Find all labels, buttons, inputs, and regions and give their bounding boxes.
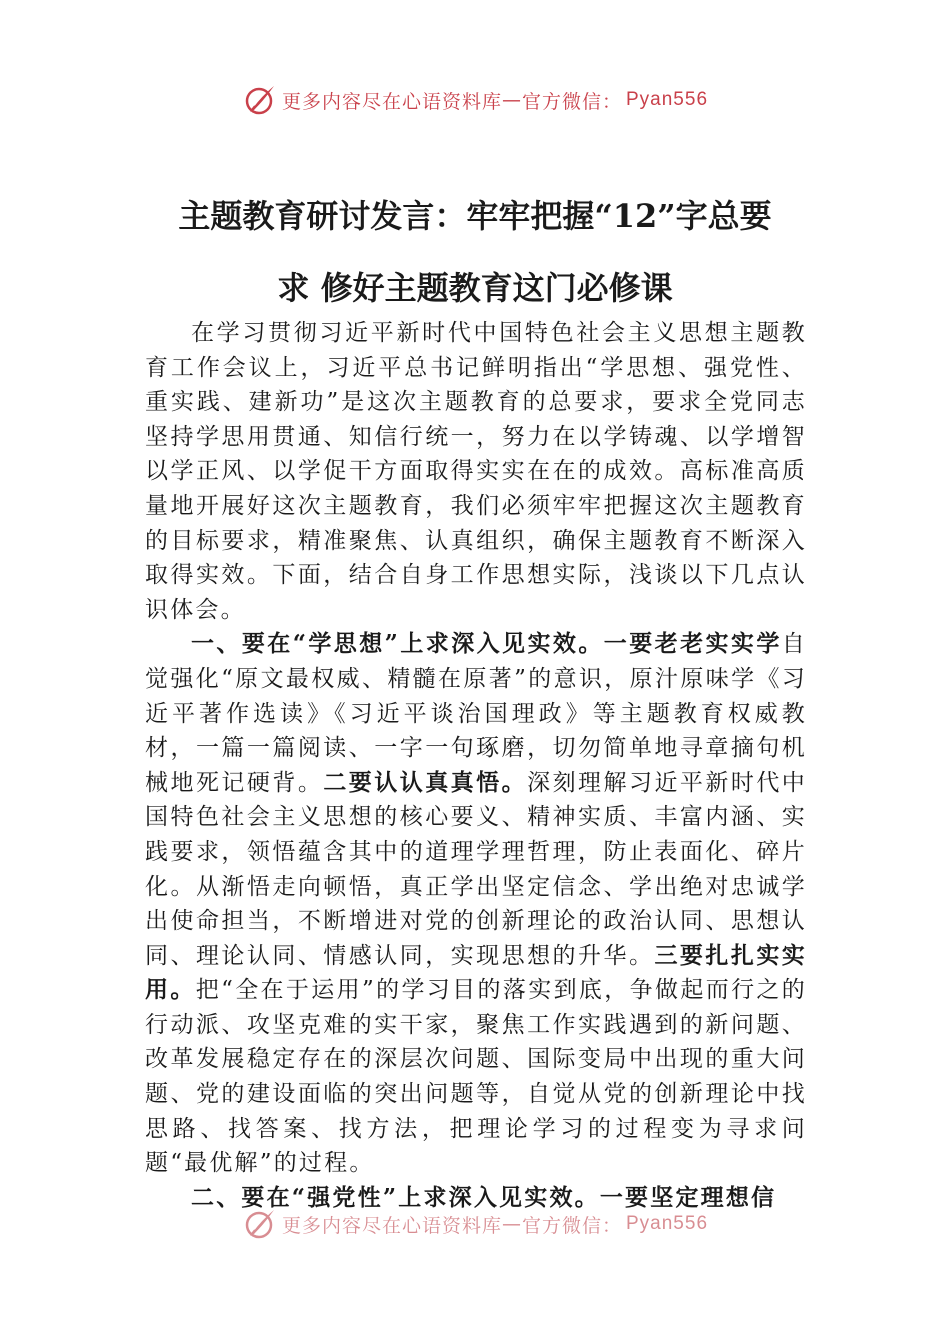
watermark-wechat-id: Pyan556	[626, 89, 709, 110]
watermark-separator: —	[501, 89, 522, 111]
title-line-2: 求 修好主题教育这门必修课	[277, 269, 673, 307]
watermark-wechat-id: Pyan556	[626, 1213, 709, 1234]
watermark-text: 更多内容尽在心语资料库	[281, 90, 502, 113]
point-heading: 二要认认真真悟。	[323, 768, 528, 796]
watermark-text: 更多内容尽在心语资料库	[281, 1214, 502, 1237]
watermark-wechat-label: 官方微信：	[521, 1214, 622, 1237]
paragraph-section-1	[145, 627, 807, 1181]
title-line-1: 主题教育研讨发言：牢牢把握“12”字总要	[178, 197, 772, 235]
point-heading: 一要老老实实学	[603, 630, 782, 658]
watermark-separator: —	[501, 1213, 522, 1235]
text-run: 深刻理解习近平新时代中国特色社会主义思想的核心要义、精神实质、丰富内涵、实践要求，领悟蕴含其中的道理学理哲理，防止表面化、碎片化。从渐悟走向顿悟，真正学出坚定信念、学出绝对忠诚学出使命担当，不断增进对党的创新理论的政治认同、思想认同、理论认同、情感认同，实现思想的升华。	[145, 769, 808, 969]
section-heading: 二、要在“强党性”上求深入见实效。	[191, 1183, 600, 1211]
point-heading: 一要坚定理想信	[599, 1183, 777, 1211]
quill-logo-icon	[242, 82, 278, 118]
point-heading: 三要扎扎实实用。	[145, 941, 807, 1004]
document-body	[145, 316, 807, 1215]
quill-logo-icon	[242, 1206, 278, 1242]
footer-watermark	[0, 1206, 950, 1242]
watermark-wechat-label: 官方微信：	[521, 90, 622, 113]
text-run: 把“全在于运用”的学习目的落实到底，争做起而行之的行动派、攻坚克难的实干家，聚焦工作实践遇到的新问题、改革发展稳定存在的深层次问题、国际变局中出现的重大问题、党的建设面临的突出问题等，自觉从党的创新理论中找思路、找答案、找方法，把理论学习的过程变为寻求问题“最优解”的过程。	[145, 977, 807, 1177]
text-run: 在学习贯彻习近平新时代中国特色社会主义思想主题教育工作会议上，习近平总书记鲜明指出“学思想、强党性、重实践、建新功”是这次主题教育的总要求，要求全党同志坚持学思用贯通、知信行统一，努力在以学铸魂、以学增智以学正风、以学促干方面取得实实在在的成效。高标准高质量地开展好这次主题教育，我们必须牢牢把握这次主题教育的目标要求，精准聚焦、认真组织，确保主题教育不断深入取得实效。下面，结合自身工作思想实际，浅谈以下几点认识体会。	[145, 320, 807, 623]
text-run: 自觉强化“原文最权威、精髓在原著”的意识，原汁原味学《习近平著作选读》《习近平谈治国理政》等主题教育权威教材，一篇一篇阅读、一字一句琢磨，切勿简单地寻章摘句机械地死记硬背。	[145, 631, 807, 796]
paragraph-intro	[145, 316, 807, 627]
header-watermark	[0, 82, 950, 118]
section-heading: 一、要在“学思想”上求深入见实效。	[191, 630, 604, 658]
document-title	[140, 180, 810, 324]
